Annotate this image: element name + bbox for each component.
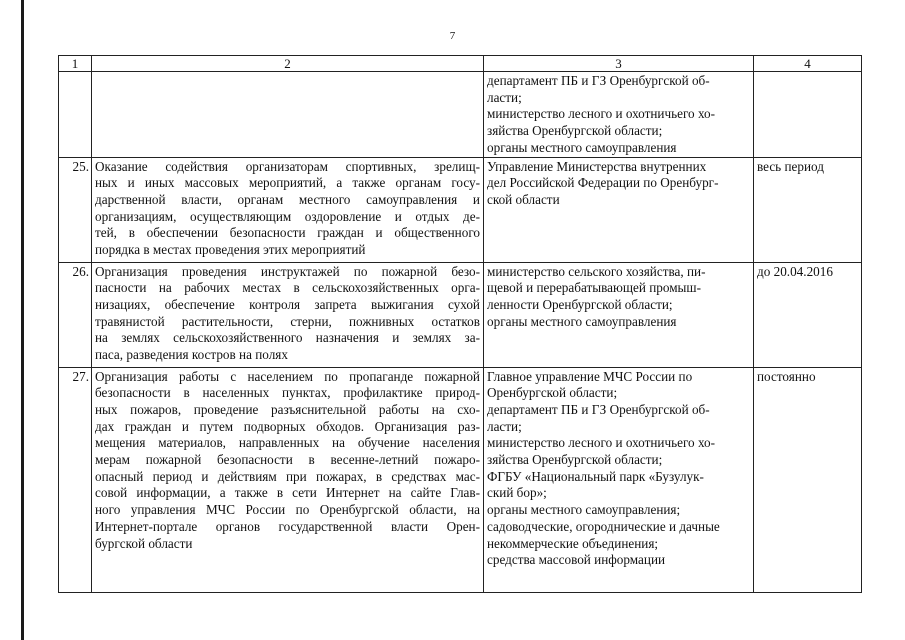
cell-line: зяйства Оренбургской области; [487, 452, 663, 468]
table-row [59, 262, 862, 367]
cell-line: порядка в местах проведения этих мероприятий [95, 242, 366, 258]
cell-line: средства массовой информации [487, 552, 666, 568]
execution-term: постоянно [754, 367, 862, 592]
table-row [59, 367, 862, 592]
cell-line: департамент ПБ и ГЗ Оренбургской об- [487, 73, 710, 88]
cell-line: низациях, обеспечение контроля запрета выжигания сухой [95, 296, 480, 312]
cell-line: опасный период и действиям при пожарах, в средствах мас- [95, 468, 480, 484]
cell-line: органы местного самоуправления [487, 139, 677, 155]
execution-term: весь период [754, 157, 862, 262]
cell-line: департамент ПБ и ГЗ Оренбургской об- [487, 401, 710, 417]
column-header: 2 [92, 56, 484, 72]
task-description [92, 157, 484, 262]
responsible-parties [484, 157, 754, 262]
cell-line: Организация работы с населением по пропаганде пожарной [95, 368, 480, 384]
responsible-parties [484, 262, 754, 367]
cell-line: ласти; [487, 418, 522, 434]
cell-line: ФГБУ «Национальный парк «Бузулук- [487, 468, 704, 484]
page-number: 7 [449, 30, 456, 42]
cell-line: Оренбургской области; [487, 385, 618, 401]
responsible-parties [484, 367, 754, 592]
cell-line: ласти; [487, 89, 522, 105]
cell-line: ленности Оренбургской области; [487, 296, 673, 312]
cell-line: тей, в обеспечении безопасности граждан и общественного [95, 225, 480, 241]
cell-line: Главное управление МЧС России по [487, 368, 693, 384]
cell-line: совой информации, а также в сети Интернет на сайте Глав- [95, 485, 480, 501]
cell-line: зяйства Оренбургской области; [487, 123, 663, 139]
column-header: 1 [59, 56, 92, 72]
cell-line: ский бор»; [487, 485, 547, 501]
cell-line: пасности на рабочих местах в сельскохозяйственных орга- [95, 280, 480, 296]
cell-line: министерство сельского хозяйства, пи- [487, 263, 706, 279]
task-description [92, 367, 484, 592]
cell-line: садоводческие, огороднические и дачные [487, 518, 720, 534]
cell-line: органы местного самоуправления; [487, 502, 681, 518]
responsible-parties [484, 72, 754, 158]
cell-line: щевой и перерабатывающей промыш- [487, 280, 701, 296]
cell-line: дел Российской Федерации по Оренбург- [487, 175, 719, 191]
row-number [59, 72, 92, 158]
cell-line: некоммерческие объединения; [487, 535, 659, 551]
cell-line: травянистой растительности, стерни, пожнивных остатков [95, 313, 480, 329]
table-header-row [59, 56, 862, 72]
cell-line: Интернет-портале органов государственной власти Орен- [95, 518, 480, 534]
row-number: 27. [59, 367, 92, 592]
cell-line: дарственной власти, органам местного самоуправления и [95, 191, 480, 207]
table-row [59, 157, 862, 262]
cell-line: ных пожаров, проведение разъяснительной работы на схо- [95, 401, 480, 417]
task-description [92, 72, 484, 158]
cell-line: дах граждан и путем подворных обходов. Организация раз- [95, 418, 480, 434]
cell-line: Управление Министерства внутренних [487, 158, 707, 174]
cell-line: ской области [487, 191, 560, 207]
cell-line: бургской области [95, 535, 193, 551]
row-number: 25. [59, 157, 92, 262]
cell-line: министерство лесного и охотничьего хо- [487, 106, 716, 122]
column-header: 3 [484, 56, 754, 72]
cell-line: организациям, осуществляющим оздоровление и отдых де- [95, 208, 480, 224]
cell-line: безопасности в населенных пунктах, профилактике природ- [95, 385, 480, 401]
cell-line: мещения материалов, направленных на обучение населения [95, 435, 480, 451]
execution-term: до 20.04.2016 [754, 262, 862, 367]
cell-line: министерство лесного и охотничьего хо- [487, 435, 716, 451]
execution-term [754, 72, 862, 158]
cell-line: паса, разведения костров на полях [95, 347, 288, 363]
row-number: 26. [59, 262, 92, 367]
cell-line: Организация проведения инструктажей по пожарной безо- [95, 263, 480, 279]
task-description [92, 262, 484, 367]
cell-line: органы местного самоуправления [487, 313, 677, 329]
cell-line: ных и иных массовых мероприятий, а также органам госу- [95, 175, 480, 191]
cell-line: на землях сельскохозяйственного назначения и землях за- [95, 330, 480, 346]
cell-line: Оказание содействия организаторам спортивных, зрелищ- [95, 158, 480, 174]
measures-table [58, 55, 862, 593]
column-header: 4 [754, 56, 862, 72]
cell-line: ного управления МЧС России по Оренбургской области, на [95, 502, 480, 518]
cell-line: мерам пожарной безопасности в весенне-летний пожаро- [95, 452, 480, 468]
table-row [59, 72, 862, 158]
scan-edge-bar [21, 0, 24, 640]
